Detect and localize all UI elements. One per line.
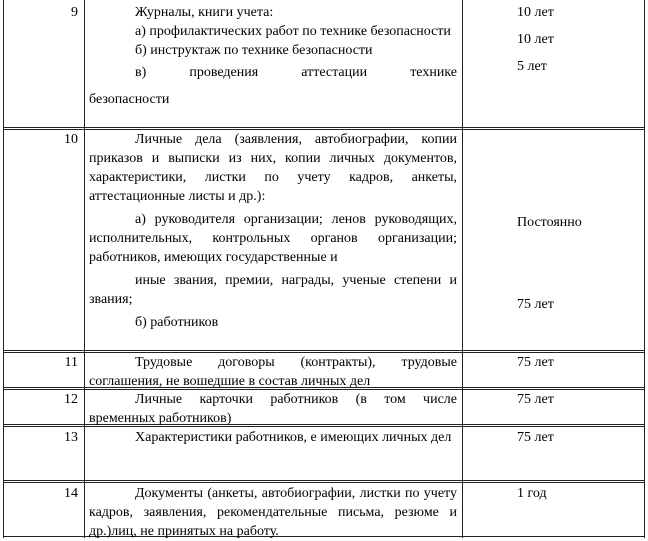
description-line: Личные карточки работников (в том числе временных работников) <box>89 392 457 426</box>
retention-term: Постоянно <box>517 215 582 230</box>
description-line: а) руководителя организации; ленов руководящих, исполнительных, контрольных органов организации; работников, имеющих государственные и <box>89 212 457 265</box>
row-divider <box>3 480 645 483</box>
description-line: иные звания, премии, награды, ученые степени и звания; <box>89 273 457 307</box>
row-description <box>89 484 457 541</box>
description-line: Трудовые договоры (контракты), трудовые соглашения, не вошедшие в состав личных дел <box>89 355 457 389</box>
row-description <box>89 428 457 447</box>
retention-term: 1 год <box>517 486 547 501</box>
row-description <box>89 353 457 391</box>
table-border-left <box>3 0 4 538</box>
retention-term: 10 лет <box>517 5 554 20</box>
description-line: б) инструктаж по технике безопасности <box>135 43 373 58</box>
description-line: б) работников <box>135 315 219 330</box>
retention-term: 75 лет <box>517 430 554 445</box>
table-column-divider <box>84 0 85 538</box>
description-line: Документы (анкеты, автобиографии, листки по учету кадров, заявления, рекомендательные письма, резюме и др.)лиц, не принятых на работу. <box>89 486 457 539</box>
description-line: а) профилактических работ по технике безопасности <box>135 24 451 39</box>
row-number: 11 <box>64 355 78 370</box>
description-line: в) проведения аттестации технике <box>135 65 457 80</box>
table-column-divider <box>462 0 463 538</box>
row-description <box>89 390 457 428</box>
description-line: безопасности <box>89 92 170 107</box>
retention-term: 75 лет <box>517 297 554 312</box>
row-number: 12 <box>64 392 78 407</box>
table-border-right <box>644 0 645 538</box>
description-line: Характеристики работников, е имеющих личных дел <box>135 430 452 445</box>
retention-term: 75 лет <box>517 392 554 407</box>
row-number: 13 <box>64 430 78 445</box>
row-description <box>89 130 457 332</box>
description-line: Журналы, книги учета: <box>135 5 274 20</box>
row-description <box>89 3 457 109</box>
retention-term: 5 лет <box>517 59 547 74</box>
retention-term: 75 лет <box>517 355 554 370</box>
retention-term: 10 лет <box>517 32 554 47</box>
row-number: 10 <box>64 132 78 147</box>
row-number: 9 <box>71 5 78 20</box>
description-line: Личные дела (заявления, автобиографии, копии приказов и выписки из них, копии личных документов, характеристики, листки по учету кадров, анкеты, аттестационные листы и др.): <box>89 132 457 204</box>
row-number: 14 <box>64 486 78 501</box>
